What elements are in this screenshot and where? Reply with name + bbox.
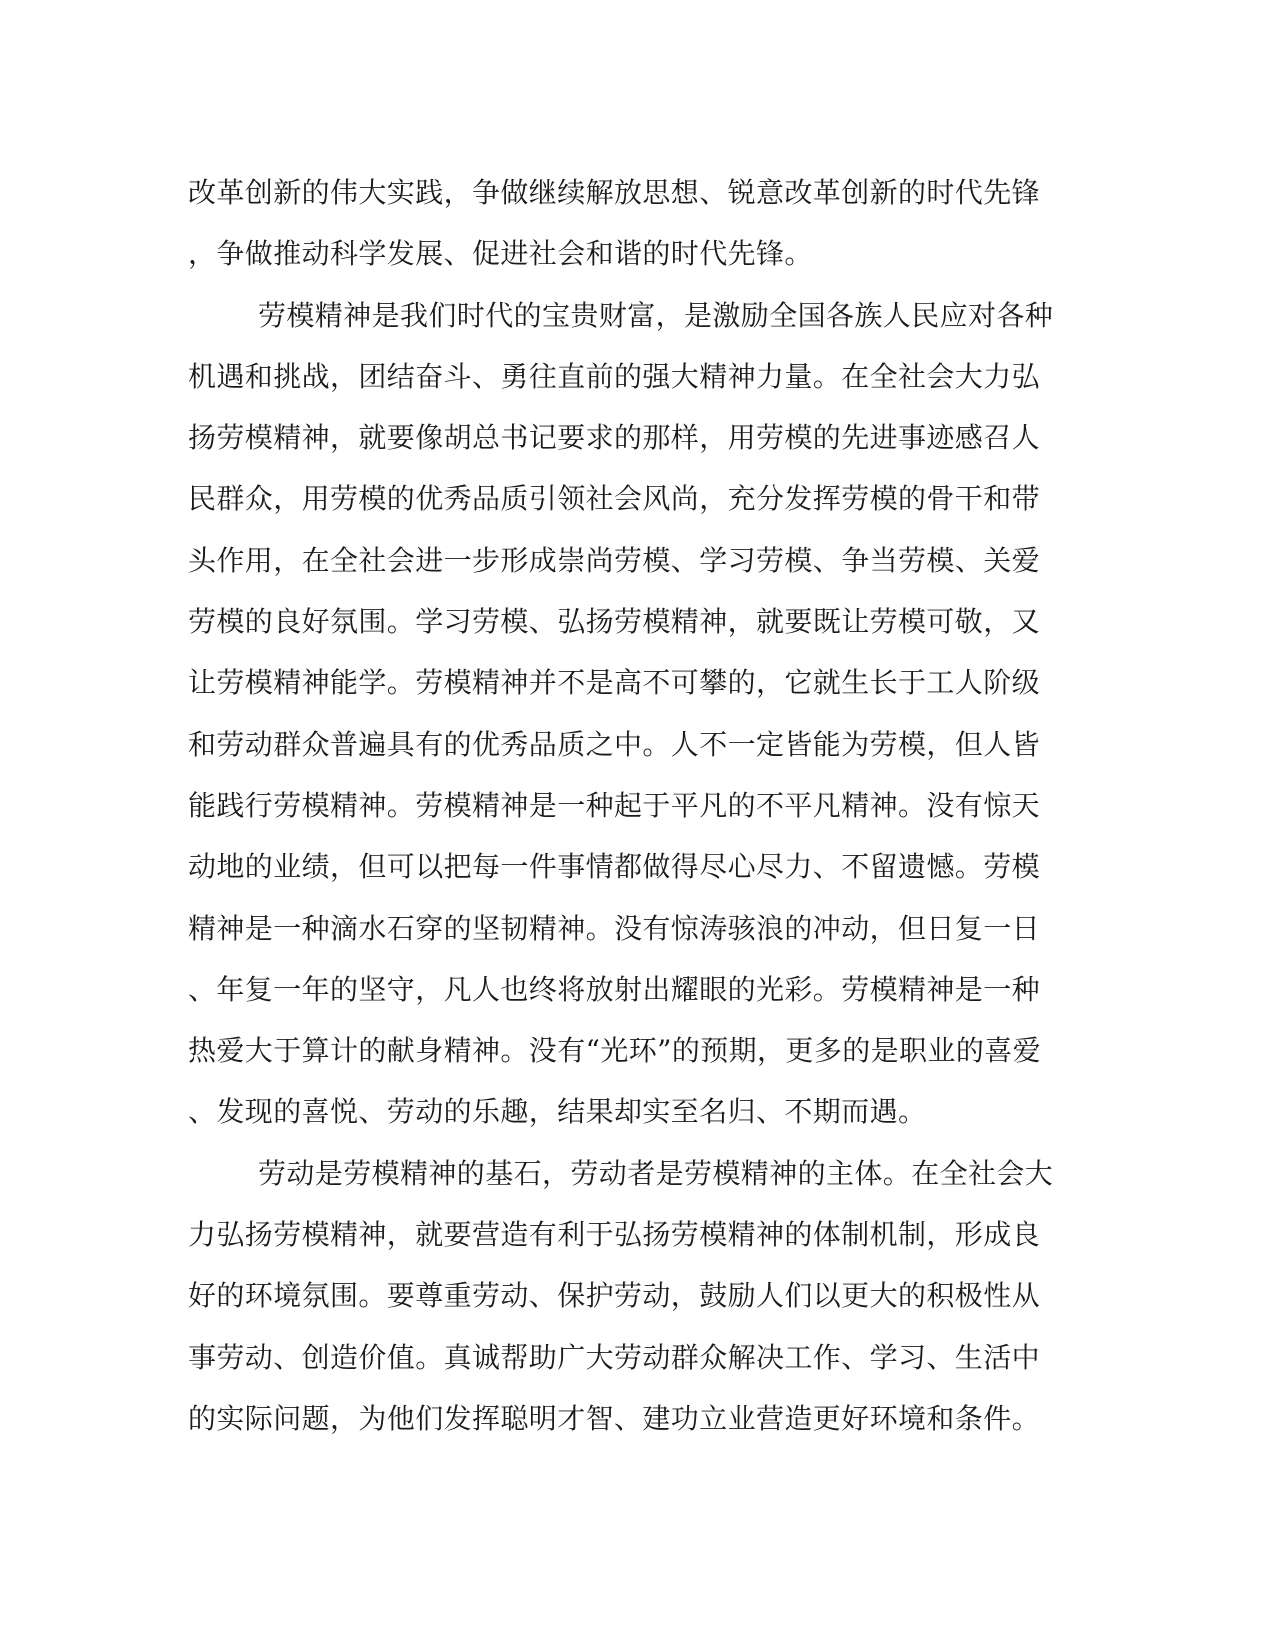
text-line: 让劳模精神能学。劳模精神并不是高不可攀的，它就生长于工人阶级: [188, 666, 1041, 700]
body-text: [188, 162, 1088, 1449]
text-line: ，争做推动科学发展、促进社会和谐的时代先锋。: [188, 237, 813, 271]
text-line: 的实际问题，为他们发挥聪明才智、建功立业营造更好环境和条件。: [188, 1401, 1041, 1435]
text-line: 机遇和挑战，团结奋斗、勇往直前的强大精神力量。在全社会大力弘: [188, 359, 1041, 393]
text-line: 、年复一年的坚守，凡人也终将放射出耀眼的光彩。劳模精神是一种: [188, 972, 1041, 1006]
paragraph-start-line: 劳模精神是我们时代的宝贵财富，是激励全国各族人民应对各种: [258, 298, 1054, 332]
text-line: 精神是一种滴水石穿的坚韧精神。没有惊涛骇浪的冲动，但日复一日: [188, 911, 1041, 945]
text-line: 能践行劳模精神。劳模精神是一种起于平凡的不平凡精神。没有惊天: [188, 788, 1041, 822]
text-line: 热爱大于算计的献身精神。没有“光环”的预期，更多的是职业的喜爱: [188, 1034, 1042, 1068]
text-line: 扬劳模精神，就要像胡总书记要求的那样，用劳模的先进事迹感召人: [188, 421, 1041, 455]
text-line: 动地的业绩，但可以把每一件事情都做得尽心尽力、不留遗憾。劳模: [188, 850, 1041, 884]
text-line: 和劳动群众普遍具有的优秀品质之中。人不一定皆能为劳模，但人皆: [188, 727, 1041, 761]
paragraph-start-line: 劳动是劳模精神的基石，劳动者是劳模精神的主体。在全社会大: [258, 1156, 1054, 1190]
text-line: 事劳动、创造价值。真诚帮助广大劳动群众解决工作、学习、生活中: [188, 1340, 1041, 1374]
text-line: 改革创新的伟大实践，争做继续解放思想、锐意改革创新的时代先锋: [188, 176, 1041, 209]
text-line: 力弘扬劳模精神，就要营造有利于弘扬劳模精神的体制机制，形成良: [188, 1218, 1041, 1252]
text-line: 、发现的喜悦、劳动的乐趣，结果却实至名归、不期而遇。: [188, 1095, 927, 1129]
text-line: 劳模的良好氛围。学习劳模、弘扬劳模精神，就要既让劳模可敬，又: [188, 605, 1041, 639]
text-line: 民群众，用劳模的优秀品质引领社会风尚，充分发挥劳模的骨干和带: [188, 482, 1041, 516]
text-line: 头作用，在全社会进一步形成崇尚劳模、学习劳模、争当劳模、关爱: [188, 543, 1041, 577]
text-line: 好的环境氛围。要尊重劳动、保护劳动，鼓励人们以更大的积极性从: [188, 1279, 1041, 1313]
